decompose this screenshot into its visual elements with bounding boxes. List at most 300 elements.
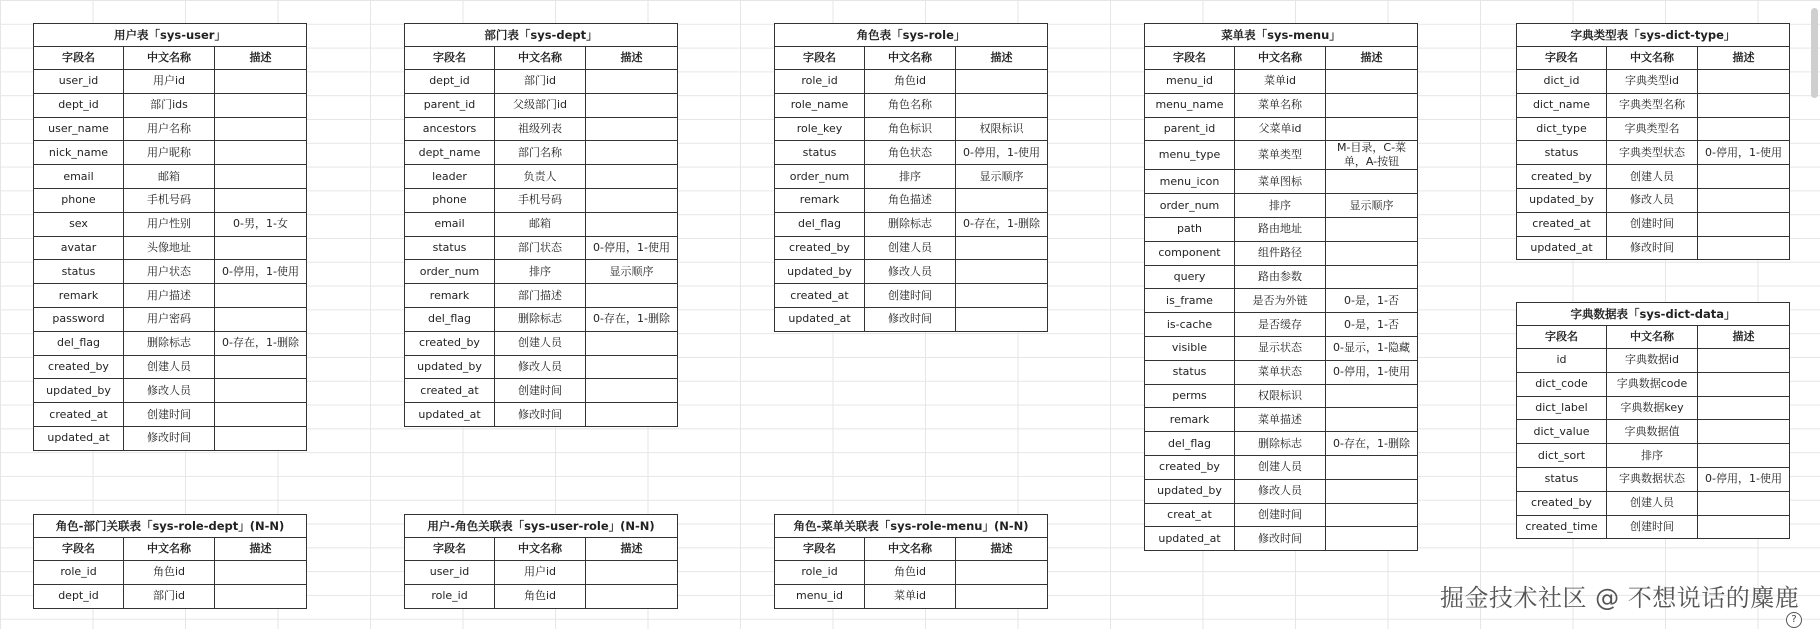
description-cell[interactable] <box>956 584 1048 608</box>
table-row <box>1145 527 1418 551</box>
field-name-cell[interactable]: user_id <box>34 70 124 94</box>
description-cell[interactable] <box>1326 455 1418 479</box>
chinese-name-cell[interactable]: 创建时间 <box>495 379 586 403</box>
field-name-cell[interactable]: role_key <box>775 117 865 141</box>
table-row <box>775 561 1048 585</box>
description-cell[interactable] <box>1326 408 1418 432</box>
chinese-name-cell[interactable]: 角色id <box>865 70 956 94</box>
table-row <box>405 403 678 427</box>
chinese-name-cell[interactable]: 角色标识 <box>865 117 956 141</box>
field-name-cell[interactable]: remark <box>34 284 124 308</box>
field-name-cell[interactable]: created_at <box>34 403 124 427</box>
table-row <box>1145 384 1418 408</box>
chinese-name-cell[interactable]: 修改人员 <box>865 260 956 284</box>
description-cell[interactable]: 0-是，1-否 <box>1326 289 1418 313</box>
field-name-cell[interactable]: nick_name <box>34 141 124 165</box>
chinese-name-cell[interactable]: 部门id <box>124 584 215 608</box>
description-cell[interactable]: 0-停用，1-使用 <box>1698 141 1790 165</box>
chinese-name-cell[interactable]: 菜单图标 <box>1235 170 1326 194</box>
field-name-cell[interactable]: role_id <box>34 561 124 585</box>
field-name-cell[interactable]: updated_at <box>405 403 495 427</box>
sys-dict-type-table <box>1516 23 1790 260</box>
field-name-cell[interactable]: dept_id <box>34 93 124 117</box>
chinese-name-cell[interactable]: 菜单描述 <box>1235 408 1326 432</box>
chinese-name-cell[interactable]: 角色状态 <box>865 141 956 165</box>
field-name-cell[interactable]: role_name <box>775 93 865 117</box>
description-cell[interactable] <box>1698 444 1790 468</box>
chinese-name-cell[interactable]: 排序 <box>1235 194 1326 218</box>
table-row <box>775 260 1048 284</box>
description-cell[interactable] <box>1698 236 1790 260</box>
field-name-cell[interactable]: dict_type <box>1517 117 1607 141</box>
field-name-cell[interactable]: dict_value <box>1517 420 1607 444</box>
description-cell[interactable] <box>956 93 1048 117</box>
field-name-cell[interactable]: parent_id <box>1145 117 1235 141</box>
table-row <box>775 141 1048 165</box>
chinese-name-cell[interactable]: 组件路径 <box>1235 241 1326 265</box>
description-cell[interactable] <box>1698 515 1790 539</box>
chinese-name-cell[interactable]: 是否缓存 <box>1235 313 1326 337</box>
field-name-cell[interactable]: status <box>405 236 495 260</box>
field-name-cell[interactable]: updated_by <box>1517 188 1607 212</box>
field-name-cell[interactable]: created_at <box>775 284 865 308</box>
description-cell[interactable]: 0-显示，1-隐藏 <box>1326 336 1418 360</box>
table-row <box>34 141 307 165</box>
chinese-name-cell[interactable]: 显示状态 <box>1235 336 1326 360</box>
table-row <box>405 561 678 585</box>
field-name-cell[interactable]: visible <box>1145 336 1235 360</box>
table-row <box>1145 217 1418 241</box>
field-name-cell[interactable]: created_by <box>405 331 495 355</box>
table-row <box>1145 170 1418 194</box>
field-name-cell[interactable]: menu_id <box>1145 70 1235 94</box>
field-name-cell[interactable]: updated_by <box>34 379 124 403</box>
chinese-name-cell[interactable]: 路由参数 <box>1235 265 1326 289</box>
field-name-cell[interactable]: updated_by <box>405 355 495 379</box>
chinese-name-cell[interactable]: 修改人员 <box>124 379 215 403</box>
description-cell[interactable]: M-目录，C-菜单，A-按钮 <box>1326 141 1418 170</box>
table-row <box>1517 491 1790 515</box>
description-cell[interactable] <box>1326 503 1418 527</box>
field-name-cell[interactable]: leader <box>405 165 495 189</box>
table-row <box>34 93 307 117</box>
description-cell[interactable]: 显示顺序 <box>1326 194 1418 218</box>
field-name-cell[interactable]: status <box>1145 360 1235 384</box>
chinese-name-cell[interactable]: 修改时间 <box>124 426 215 450</box>
description-cell[interactable] <box>586 284 678 308</box>
chinese-name-cell[interactable]: 字典数据状态 <box>1607 467 1698 491</box>
chinese-name-cell[interactable]: 角色名称 <box>865 93 956 117</box>
chinese-name-cell[interactable]: 部门名称 <box>495 141 586 165</box>
description-cell[interactable] <box>215 236 307 260</box>
field-name-cell[interactable]: dept_name <box>405 141 495 165</box>
field-name-cell[interactable]: created_by <box>1145 455 1235 479</box>
field-name-cell[interactable]: created_by <box>775 236 865 260</box>
chinese-name-cell[interactable]: 修改时间 <box>865 307 956 331</box>
description-cell[interactable] <box>956 260 1048 284</box>
description-cell[interactable]: 0-停用，1-使用 <box>1698 467 1790 491</box>
description-cell[interactable]: 0-存在，1-删除 <box>215 331 307 355</box>
chinese-name-cell[interactable]: 父菜单id <box>1235 117 1326 141</box>
description-cell[interactable] <box>956 307 1048 331</box>
description-cell[interactable] <box>215 584 307 608</box>
chinese-name-cell[interactable]: 排序 <box>865 165 956 189</box>
description-cell[interactable]: 0-男，1-女 <box>215 212 307 236</box>
chinese-name-cell[interactable]: 删除标志 <box>124 331 215 355</box>
chinese-name-cell[interactable]: 用户描述 <box>124 284 215 308</box>
table-row <box>1145 265 1418 289</box>
description-cell[interactable] <box>1326 527 1418 551</box>
description-cell[interactable] <box>586 584 678 608</box>
table-title: 用户表「sys-user」 <box>34 24 307 47</box>
chinese-name-cell[interactable]: 创建时间 <box>1235 503 1326 527</box>
chinese-name-cell[interactable]: 部门描述 <box>495 284 586 308</box>
chinese-name-cell[interactable]: 用户状态 <box>124 260 215 284</box>
table-row <box>34 307 307 331</box>
field-name-cell[interactable]: password <box>34 307 124 331</box>
description-cell[interactable]: 0-是，1-否 <box>1326 313 1418 337</box>
chinese-name-cell[interactable]: 是否为外链 <box>1235 289 1326 313</box>
chinese-name-cell[interactable]: 创建人员 <box>1607 165 1698 189</box>
description-cell[interactable]: 0-停用，1-使用 <box>586 236 678 260</box>
table-row <box>775 236 1048 260</box>
table-row <box>1145 289 1418 313</box>
chinese-name-cell[interactable]: 删除标志 <box>1235 432 1326 456</box>
field-name-cell[interactable]: phone <box>34 188 124 212</box>
table-row <box>34 426 307 450</box>
field-name-cell[interactable]: created_by <box>1517 165 1607 189</box>
chinese-name-cell[interactable]: 字典数据id <box>1607 349 1698 373</box>
description-cell[interactable] <box>1698 212 1790 236</box>
chinese-name-cell[interactable]: 手机号码 <box>124 188 215 212</box>
description-cell[interactable] <box>215 426 307 450</box>
description-cell[interactable] <box>215 93 307 117</box>
chinese-name-cell[interactable]: 创建时间 <box>865 284 956 308</box>
field-name-cell[interactable]: menu_id <box>775 584 865 608</box>
description-cell[interactable] <box>586 403 678 427</box>
description-cell[interactable] <box>1326 170 1418 194</box>
field-name-cell[interactable]: is_frame <box>1145 289 1235 313</box>
chinese-name-cell[interactable]: 修改时间 <box>495 403 586 427</box>
chinese-name-cell[interactable]: 字典类型名 <box>1607 117 1698 141</box>
chinese-name-cell[interactable]: 创建时间 <box>1607 515 1698 539</box>
description-cell[interactable] <box>586 561 678 585</box>
description-cell[interactable] <box>1698 117 1790 141</box>
chinese-name-cell[interactable]: 创建时间 <box>1607 212 1698 236</box>
field-name-cell[interactable]: perms <box>1145 384 1235 408</box>
field-name-cell[interactable]: dept_id <box>34 584 124 608</box>
description-cell[interactable] <box>1326 117 1418 141</box>
field-name-cell[interactable]: component <box>1145 241 1235 265</box>
field-name-cell[interactable]: updated_at <box>34 426 124 450</box>
description-cell[interactable] <box>215 284 307 308</box>
field-name-cell[interactable]: updated_by <box>1145 479 1235 503</box>
field-name-cell[interactable]: avatar <box>34 236 124 260</box>
description-cell[interactable] <box>1326 70 1418 94</box>
description-cell[interactable] <box>215 188 307 212</box>
description-cell[interactable] <box>586 93 678 117</box>
table-row <box>1145 479 1418 503</box>
chinese-name-cell[interactable]: 创建人员 <box>124 355 215 379</box>
description-cell[interactable] <box>1698 396 1790 420</box>
chinese-name-cell[interactable]: 菜单状态 <box>1235 360 1326 384</box>
field-name-cell[interactable]: email <box>34 165 124 189</box>
description-cell[interactable]: 权限标识 <box>956 117 1048 141</box>
description-cell[interactable]: 0-停用，1-使用 <box>215 260 307 284</box>
chinese-name-cell[interactable]: 头像地址 <box>124 236 215 260</box>
field-name-cell[interactable]: user_name <box>34 117 124 141</box>
chinese-name-cell[interactable]: 角色描述 <box>865 188 956 212</box>
table-row <box>1517 165 1790 189</box>
description-cell[interactable]: 0-存在，1-删除 <box>956 212 1048 236</box>
description-cell[interactable] <box>215 561 307 585</box>
table-row <box>405 165 678 189</box>
table-row <box>775 307 1048 331</box>
chinese-name-cell[interactable]: 用户名称 <box>124 117 215 141</box>
field-name-cell[interactable]: email <box>405 212 495 236</box>
field-name-cell[interactable]: role_id <box>775 561 865 585</box>
field-name-cell[interactable]: order_num <box>775 165 865 189</box>
description-cell[interactable] <box>956 236 1048 260</box>
description-cell[interactable] <box>586 165 678 189</box>
description-cell[interactable] <box>1698 70 1790 94</box>
description-cell[interactable] <box>586 379 678 403</box>
chinese-name-cell[interactable]: 排序 <box>1607 444 1698 468</box>
chinese-name-cell[interactable]: 父级部门id <box>495 93 586 117</box>
sys-dept-table <box>404 23 678 427</box>
table-row <box>405 141 678 165</box>
chinese-name-cell[interactable]: 修改人员 <box>1235 479 1326 503</box>
description-cell[interactable] <box>586 355 678 379</box>
description-cell[interactable] <box>1326 479 1418 503</box>
chinese-name-cell[interactable]: 用户id <box>124 70 215 94</box>
description-cell[interactable] <box>956 70 1048 94</box>
field-name-cell[interactable]: menu_type <box>1145 141 1235 170</box>
table-row <box>1145 141 1418 170</box>
chinese-name-cell[interactable]: 字典类型名称 <box>1607 93 1698 117</box>
column-header: 中文名称 <box>1607 326 1698 349</box>
description-cell[interactable] <box>215 355 307 379</box>
chinese-name-cell[interactable]: 创建人员 <box>1607 491 1698 515</box>
field-name-cell[interactable]: updated_at <box>775 307 865 331</box>
description-cell[interactable]: 显示顺序 <box>586 260 678 284</box>
table-row <box>1517 372 1790 396</box>
description-cell[interactable] <box>1326 93 1418 117</box>
description-cell[interactable] <box>1326 241 1418 265</box>
chinese-name-cell[interactable]: 邮箱 <box>124 165 215 189</box>
chinese-name-cell[interactable]: 用户id <box>495 561 586 585</box>
field-name-cell[interactable]: created_by <box>1517 491 1607 515</box>
chinese-name-cell[interactable]: 字典数据code <box>1607 372 1698 396</box>
table-row <box>405 284 678 308</box>
field-name-cell[interactable]: status <box>775 141 865 165</box>
field-name-cell[interactable]: is-cache <box>1145 313 1235 337</box>
description-cell[interactable] <box>586 331 678 355</box>
chinese-name-cell[interactable]: 邮箱 <box>495 212 586 236</box>
chinese-name-cell[interactable]: 创建人员 <box>495 331 586 355</box>
field-name-cell[interactable]: remark <box>1145 408 1235 432</box>
field-name-cell[interactable]: order_num <box>405 260 495 284</box>
field-name-cell[interactable]: dict_id <box>1517 70 1607 94</box>
chinese-name-cell[interactable]: 角色id <box>495 584 586 608</box>
field-name-cell[interactable]: phone <box>405 188 495 212</box>
chinese-name-cell[interactable]: 部门状态 <box>495 236 586 260</box>
description-cell[interactable]: 0-存在，1-删除 <box>1326 432 1418 456</box>
chinese-name-cell[interactable]: 菜单id <box>865 584 956 608</box>
chinese-name-cell[interactable]: 修改时间 <box>1607 236 1698 260</box>
field-name-cell[interactable]: remark <box>405 284 495 308</box>
description-cell[interactable] <box>956 284 1048 308</box>
table-row <box>1517 117 1790 141</box>
field-name-cell[interactable]: status <box>1517 467 1607 491</box>
chinese-name-cell[interactable]: 创建人员 <box>865 236 956 260</box>
description-cell[interactable] <box>956 188 1048 212</box>
description-cell[interactable] <box>215 117 307 141</box>
chinese-name-cell[interactable]: 用户密码 <box>124 307 215 331</box>
field-name-cell[interactable]: updated_at <box>1145 527 1235 551</box>
table-row <box>1517 467 1790 491</box>
field-name-cell[interactable]: created_by <box>34 355 124 379</box>
chinese-name-cell[interactable]: 角色id <box>124 561 215 585</box>
description-cell[interactable] <box>1698 188 1790 212</box>
description-cell[interactable] <box>586 141 678 165</box>
chinese-name-cell[interactable]: 用户昵称 <box>124 141 215 165</box>
description-cell[interactable] <box>1698 420 1790 444</box>
field-name-cell[interactable]: sex <box>34 212 124 236</box>
description-cell[interactable] <box>215 307 307 331</box>
description-cell[interactable] <box>1698 165 1790 189</box>
field-name-cell[interactable]: dict_name <box>1517 93 1607 117</box>
chinese-name-cell[interactable]: 手机号码 <box>495 188 586 212</box>
field-name-cell[interactable]: role_id <box>405 584 495 608</box>
field-name-cell[interactable]: menu_name <box>1145 93 1235 117</box>
column-header: 中文名称 <box>124 538 215 561</box>
table-row <box>1145 117 1418 141</box>
field-name-cell[interactable]: status <box>1517 141 1607 165</box>
field-name-cell[interactable]: del_flag <box>34 331 124 355</box>
chinese-name-cell[interactable]: 权限标识 <box>1235 384 1326 408</box>
chinese-name-cell[interactable]: 创建时间 <box>124 403 215 427</box>
chinese-name-cell[interactable]: 删除标志 <box>865 212 956 236</box>
field-name-cell[interactable]: created_at <box>1517 212 1607 236</box>
column-header: 描述 <box>1326 47 1418 70</box>
description-cell[interactable] <box>215 403 307 427</box>
description-cell[interactable]: 0-存在，1-删除 <box>586 307 678 331</box>
field-name-cell[interactable]: del_flag <box>405 307 495 331</box>
field-name-cell[interactable]: creat_at <box>1145 503 1235 527</box>
chinese-name-cell[interactable]: 路由地址 <box>1235 217 1326 241</box>
description-cell[interactable]: 显示顺序 <box>956 165 1048 189</box>
description-cell[interactable] <box>1326 384 1418 408</box>
chinese-name-cell[interactable]: 部门ids <box>124 93 215 117</box>
description-cell[interactable] <box>1698 93 1790 117</box>
table-row <box>1517 70 1790 94</box>
field-name-cell[interactable]: parent_id <box>405 93 495 117</box>
vertical-scrollbar[interactable] <box>1811 8 1818 98</box>
description-cell[interactable]: 0-停用，1-使用 <box>956 141 1048 165</box>
chinese-name-cell[interactable]: 菜单id <box>1235 70 1326 94</box>
field-name-cell[interactable]: ancestors <box>405 117 495 141</box>
field-name-cell[interactable]: id <box>1517 349 1607 373</box>
chinese-name-cell[interactable]: 字典类型id <box>1607 70 1698 94</box>
table-row <box>34 355 307 379</box>
table-row <box>1145 93 1418 117</box>
field-name-cell[interactable]: created_time <box>1517 515 1607 539</box>
field-name-cell[interactable]: dict_sort <box>1517 444 1607 468</box>
field-name-cell[interactable]: updated_by <box>775 260 865 284</box>
field-name-cell[interactable]: created_at <box>405 379 495 403</box>
field-name-cell[interactable]: status <box>34 260 124 284</box>
table-title: 菜单表「sys-menu」 <box>1145 24 1418 47</box>
description-cell[interactable] <box>956 561 1048 585</box>
description-cell[interactable] <box>586 212 678 236</box>
field-name-cell[interactable]: user_id <box>405 561 495 585</box>
description-cell[interactable] <box>215 70 307 94</box>
field-name-cell[interactable]: updated_at <box>1517 236 1607 260</box>
chinese-name-cell[interactable]: 祖级列表 <box>495 117 586 141</box>
field-name-cell[interactable]: dept_id <box>405 70 495 94</box>
field-name-cell[interactable]: query <box>1145 265 1235 289</box>
table-row <box>1145 194 1418 218</box>
chinese-name-cell[interactable]: 字典数据值 <box>1607 420 1698 444</box>
description-cell[interactable] <box>586 117 678 141</box>
field-name-cell[interactable]: dict_code <box>1517 372 1607 396</box>
chinese-name-cell[interactable]: 部门id <box>495 70 586 94</box>
chinese-name-cell[interactable]: 负责人 <box>495 165 586 189</box>
table-row <box>775 284 1048 308</box>
description-cell[interactable] <box>1698 372 1790 396</box>
field-name-cell[interactable]: remark <box>775 188 865 212</box>
description-cell[interactable] <box>586 70 678 94</box>
description-cell[interactable] <box>1698 491 1790 515</box>
chinese-name-cell[interactable]: 菜单名称 <box>1235 93 1326 117</box>
chinese-name-cell[interactable]: 创建人员 <box>1235 455 1326 479</box>
description-cell[interactable] <box>586 188 678 212</box>
chinese-name-cell[interactable]: 修改人员 <box>495 355 586 379</box>
chinese-name-cell[interactable]: 用户性别 <box>124 212 215 236</box>
chinese-name-cell[interactable]: 字典类型状态 <box>1607 141 1698 165</box>
description-cell[interactable] <box>1326 217 1418 241</box>
description-cell[interactable] <box>1698 349 1790 373</box>
field-name-cell[interactable]: path <box>1145 217 1235 241</box>
description-cell[interactable] <box>215 141 307 165</box>
column-header: 描述 <box>586 538 678 561</box>
description-cell[interactable]: 0-停用，1-使用 <box>1326 360 1418 384</box>
description-cell[interactable] <box>1326 265 1418 289</box>
description-cell[interactable] <box>215 379 307 403</box>
table-row <box>775 93 1048 117</box>
question-icon[interactable]: ? <box>1786 612 1802 628</box>
field-name-cell[interactable]: del_flag <box>775 212 865 236</box>
field-name-cell[interactable]: role_id <box>775 70 865 94</box>
chinese-name-cell[interactable]: 修改时间 <box>1235 527 1326 551</box>
field-name-cell[interactable]: menu_icon <box>1145 170 1235 194</box>
chinese-name-cell[interactable]: 角色id <box>865 561 956 585</box>
field-name-cell[interactable]: dict_label <box>1517 396 1607 420</box>
description-cell[interactable] <box>215 165 307 189</box>
chinese-name-cell[interactable]: 修改人员 <box>1607 188 1698 212</box>
column-header: 中文名称 <box>124 47 215 70</box>
field-name-cell[interactable]: del_flag <box>1145 432 1235 456</box>
field-name-cell[interactable]: order_num <box>1145 194 1235 218</box>
chinese-name-cell[interactable]: 菜单类型 <box>1235 141 1326 170</box>
chinese-name-cell[interactable]: 字典数据key <box>1607 396 1698 420</box>
chinese-name-cell[interactable]: 排序 <box>495 260 586 284</box>
column-header: 描述 <box>956 47 1048 70</box>
table-row <box>1517 515 1790 539</box>
chinese-name-cell[interactable]: 删除标志 <box>495 307 586 331</box>
table-row <box>1517 236 1790 260</box>
